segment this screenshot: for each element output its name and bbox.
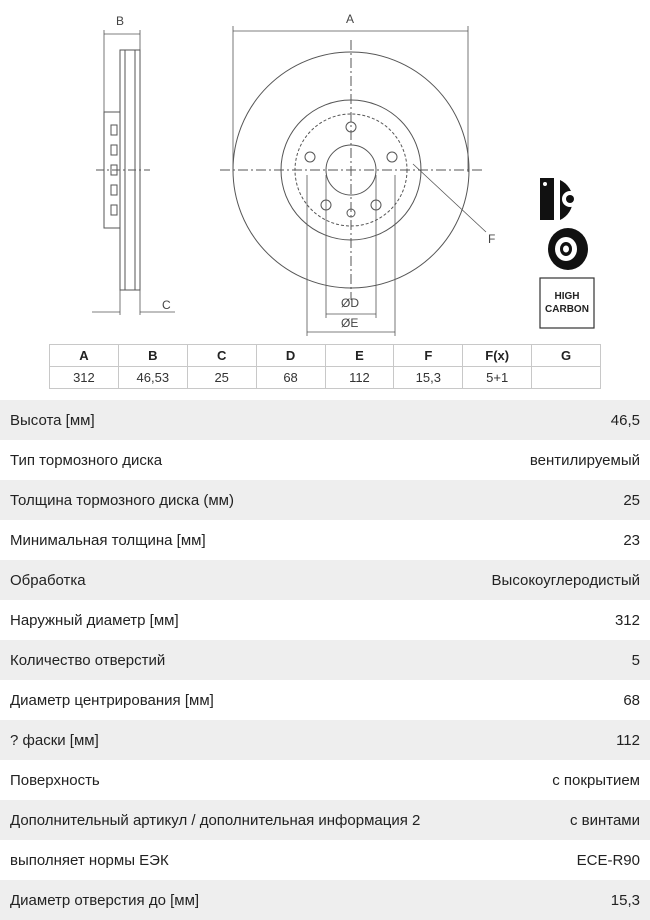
value-cell: 5+1 xyxy=(463,367,532,389)
high-carbon-line1: HIGH xyxy=(554,291,580,302)
property-label: Количество отверстий xyxy=(10,651,166,669)
dim-label-f: F xyxy=(488,232,496,246)
value-cell: 25 xyxy=(187,367,256,389)
brake-disc-drawing xyxy=(0,0,650,400)
header-cell: F(x) xyxy=(463,345,532,367)
property-row xyxy=(0,520,650,560)
header-cell: E xyxy=(325,345,394,367)
property-label: Поверхность xyxy=(10,771,100,789)
property-value: Высокоуглеродистый xyxy=(491,571,640,589)
high-carbon-line2: CARBON xyxy=(545,304,589,315)
dim-label-d: ØD xyxy=(341,296,359,310)
property-value: с винтами xyxy=(569,811,640,829)
property-label: выполняет нормы ЕЭК xyxy=(10,851,169,869)
property-label: Толщина тормозного диска (мм) xyxy=(10,491,234,509)
disc-side-view xyxy=(92,30,175,315)
property-label: ? фаски [мм] xyxy=(10,731,99,749)
value-cell: 68 xyxy=(256,367,325,389)
property-row xyxy=(0,680,650,720)
property-label: Дополнительный артикул / дополнительная информация 2 xyxy=(10,811,421,829)
property-row xyxy=(0,440,650,480)
dim-label-c: C xyxy=(162,298,171,312)
dimension-table xyxy=(49,344,601,389)
property-row xyxy=(0,480,650,520)
dim-label-a: A xyxy=(346,12,355,26)
property-label: Диаметр центрирования [мм] xyxy=(10,691,214,709)
property-value: 68 xyxy=(623,691,640,709)
dimension-table-values xyxy=(50,367,601,389)
disc-3d-icon xyxy=(548,228,588,270)
property-row xyxy=(0,840,650,880)
disc-front-view xyxy=(220,26,486,336)
property-row xyxy=(0,600,650,640)
header-cell: A xyxy=(50,345,119,367)
property-label: Высота [мм] xyxy=(10,411,95,429)
value-cell: 112 xyxy=(325,367,394,389)
header-cell: C xyxy=(187,345,256,367)
property-label: Тип тормозного диска xyxy=(10,451,163,469)
property-value: с покрытием xyxy=(552,771,640,789)
value-cell: 46,53 xyxy=(118,367,187,389)
property-label: Наружный диаметр [мм] xyxy=(10,611,179,629)
dimension-table-header xyxy=(50,345,601,367)
property-value: 112 xyxy=(616,731,640,749)
value-cell: 312 xyxy=(50,367,119,389)
properties-list xyxy=(0,400,650,920)
property-value: 15,3 xyxy=(610,891,640,909)
disc-profile-icon xyxy=(540,178,578,220)
property-row xyxy=(0,760,650,800)
property-value: 46,5 xyxy=(610,411,640,429)
property-label: Диаметр отверстия до [мм] xyxy=(10,891,200,909)
header-cell: G xyxy=(532,345,601,367)
property-row xyxy=(0,800,650,840)
dim-label-e: ØE xyxy=(341,316,359,330)
header-cell: D xyxy=(256,345,325,367)
dim-label-b: B xyxy=(116,14,125,28)
property-row xyxy=(0,880,650,920)
property-value: ECE-R90 xyxy=(576,851,640,869)
property-label: Минимальная толщина [мм] xyxy=(10,531,206,549)
technical-drawing xyxy=(0,0,650,400)
property-row xyxy=(0,640,650,680)
property-row xyxy=(0,560,650,600)
property-value: 23 xyxy=(623,531,640,549)
property-value: 25 xyxy=(623,491,640,509)
property-row xyxy=(0,400,650,440)
property-row xyxy=(0,720,650,760)
property-value: вентилируемый xyxy=(529,451,640,469)
property-value: 312 xyxy=(614,611,640,629)
header-cell: F xyxy=(394,345,463,367)
high-carbon-label xyxy=(540,278,594,328)
value-cell xyxy=(532,367,601,389)
header-cell: B xyxy=(118,345,187,367)
value-cell: 15,3 xyxy=(394,367,463,389)
property-value: 5 xyxy=(631,651,640,669)
property-label: Обработка xyxy=(10,571,86,589)
